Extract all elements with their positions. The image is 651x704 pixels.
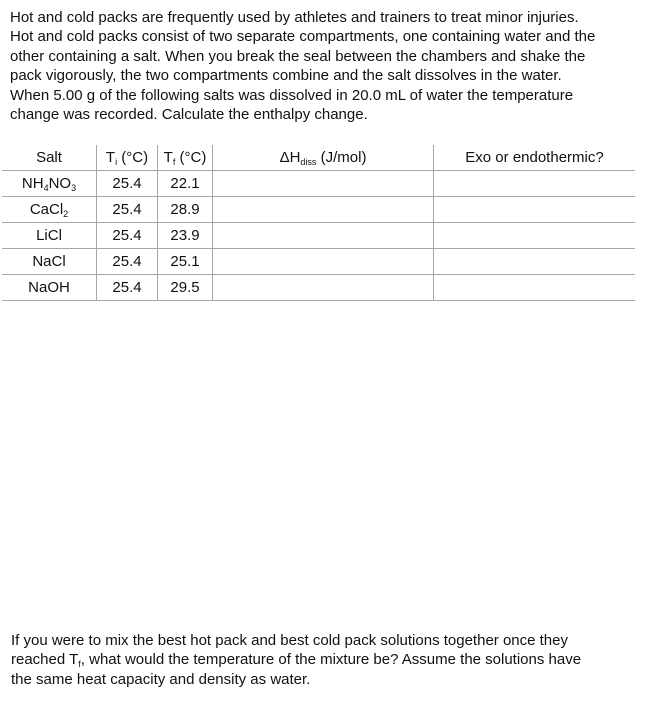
final-temp-cell: 23.9 — [158, 223, 213, 249]
table-row — [2, 275, 635, 301]
header-exo-endo: Exo or endothermic? — [434, 145, 636, 171]
salt-name-cell: NaCl — [2, 249, 97, 275]
exo-endo-answer-cell[interactable] — [434, 197, 636, 223]
intro-line: Hot and cold packs are frequently used by athletes and trainers to treat minor injuries. — [10, 9, 579, 26]
salt-name-cell: NaOH — [2, 275, 97, 301]
intro-line: Hot and cold packs consist of two separate compartments, one containing water and the — [10, 28, 596, 46]
exo-endo-answer-cell[interactable] — [434, 249, 636, 275]
final-temp-cell: 28.9 — [158, 197, 213, 223]
enthalpy-answer-cell[interactable] — [213, 197, 434, 223]
salt-name-cell: LiCl — [2, 223, 97, 249]
intro-line: other containing a salt. When you break the seal between the chambers and shake the — [10, 47, 586, 65]
header-salt: Salt — [2, 145, 97, 171]
intro-paragraph — [10, 8, 640, 124]
table-row — [2, 197, 635, 223]
header-enthalpy: $\Delta H_{diss}$ (J/mol) — [213, 145, 434, 171]
exo-endo-answer-cell[interactable] — [434, 223, 636, 249]
question-line: the same heat capacity and density as water. — [11, 670, 311, 688]
salt-name-cell: $NH_4NO_3$ — [2, 171, 97, 197]
enthalpy-answer-cell[interactable] — [213, 171, 434, 197]
enthalpy-answer-cell[interactable] — [213, 275, 434, 301]
initial-temp-cell: 25.4 — [97, 197, 158, 223]
intro-line: When 5.00 g of the following salts was dissolved in 20.0 mL of water the temperature — [10, 86, 574, 104]
initial-temp-cell: 25.4 — [97, 249, 158, 275]
question-line: reached T — [11, 651, 79, 669]
mixing-question — [11, 631, 636, 689]
exo-endo-answer-cell[interactable] — [434, 275, 636, 301]
table-row — [2, 171, 635, 197]
initial-temp-cell: 25.4 — [97, 171, 158, 197]
initial-temp-cell: 25.4 — [97, 223, 158, 249]
table-header-row — [2, 145, 635, 171]
intro-line: change was recorded. Calculate the enthalpy change. — [10, 106, 368, 124]
question-line: , what would the temperature of the mixture be? Assume the solutions have — [80, 651, 582, 669]
salt-data-table — [2, 145, 635, 301]
exo-endo-answer-cell[interactable] — [434, 171, 636, 197]
question-line: If you were to mix the best hot pack and best cold pack solutions together once they — [11, 632, 568, 649]
enthalpy-answer-cell[interactable] — [213, 249, 434, 275]
table-row — [2, 249, 635, 275]
header-final-temperature: $T_f$ (°C) — [158, 145, 213, 171]
initial-temp-cell: 25.4 — [97, 275, 158, 301]
salt-name-cell: CaCl$_2$ — [2, 197, 97, 223]
final-temp-cell: 29.5 — [158, 275, 213, 301]
question-subscript: f — [78, 659, 81, 670]
table-row — [2, 223, 635, 249]
enthalpy-answer-cell[interactable] — [213, 223, 434, 249]
header-initial-temperature: $T_i$ (°C) — [97, 145, 158, 171]
final-temp-cell: 25.1 — [158, 249, 213, 275]
final-temp-cell: 22.1 — [158, 171, 213, 197]
intro-line: pack vigorously, the two compartments combine and the salt dissolves in the water. — [10, 67, 562, 85]
